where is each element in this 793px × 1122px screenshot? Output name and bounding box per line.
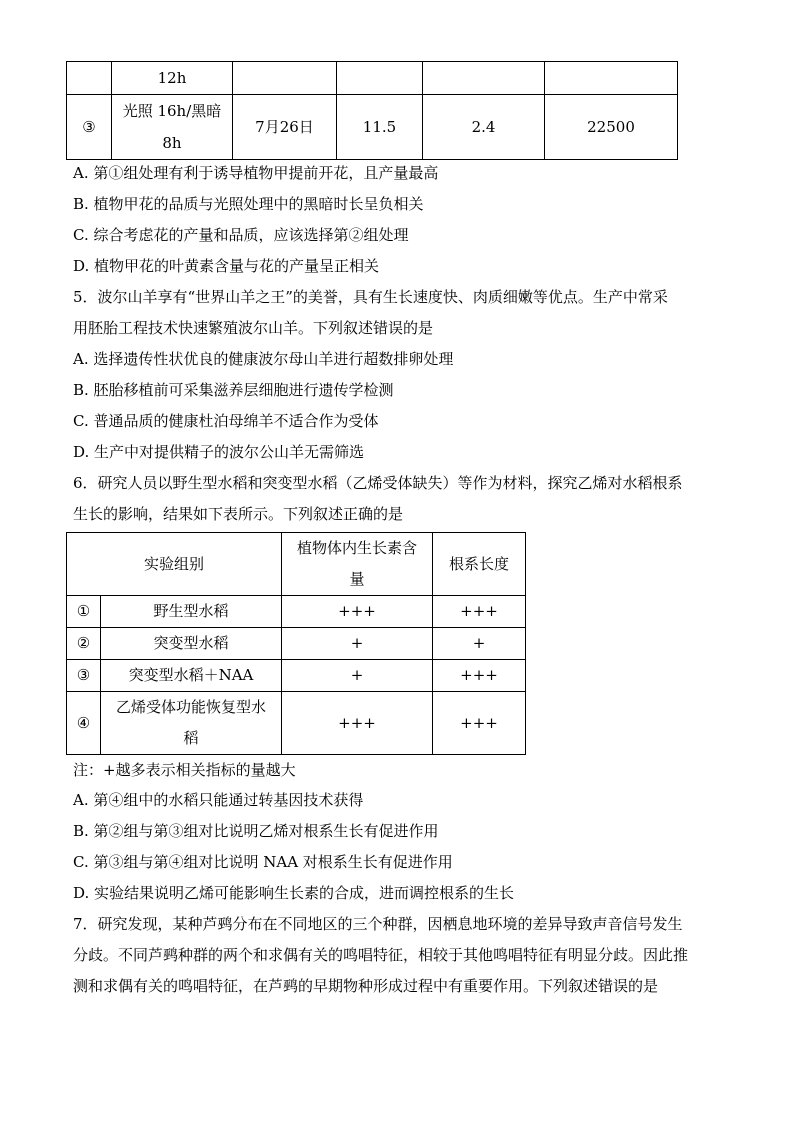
header-auxin: 植物体内生长素含 量 — [282, 533, 433, 596]
table-row — [67, 62, 678, 95]
row-auxin: +++ — [282, 692, 433, 755]
row-index: ④ — [67, 692, 101, 755]
row-auxin: + — [282, 628, 433, 660]
table-cell — [545, 62, 678, 95]
q5-option-d: D. 生产中对提供精子的波尔公山羊无需筛选 — [73, 443, 365, 461]
table-cell — [423, 62, 545, 95]
q5-option-a: A. 选择遗传性状优良的健康波尔母山羊进行超数排卵处理 — [73, 350, 454, 368]
table-cell: 2.4 — [423, 95, 545, 160]
q5-stem: 5．波尔山羊享有“世界山羊之王”的美誉，具有生长速度快、肉质细嫩等优点。生产中常采 用胚胎工程技术快速繁殖波尔山羊。下列叙述错误的是 — [73, 288, 668, 337]
q4-option-c: C. 综合考虑花的产量和品质，应该选择第②组处理 — [73, 226, 409, 244]
row-auxin: +++ — [282, 596, 433, 628]
table-row — [67, 596, 526, 628]
q5-option-c: C. 普通品质的健康杜泊母绵羊不适合作为受体 — [73, 412, 379, 430]
row-root: +++ — [433, 692, 526, 755]
row-index: ① — [67, 596, 101, 628]
row-name: 乙烯受体功能恢复型水 稻 — [101, 692, 282, 755]
treatment-table — [66, 61, 678, 160]
table-cell: 11.5 — [337, 95, 423, 160]
table-cell — [337, 62, 423, 95]
table-cell: 12h — [112, 62, 233, 95]
row-index: ③ — [67, 660, 101, 692]
q6-option-c: C. 第③组与第④组对比说明 NAA 对根系生长有促进作用 — [73, 853, 453, 871]
q7-stem: 7．研究发现，某种芦鹀分布在不同地区的三个种群，因栖息地环境的差异导致声音信号发生 分歧。不同芦鹀种群的两个和求偶有关的鸣唱特征，相较于其他鸣唱特征有明显分歧。因此推 测和求偶有关的鸣唱特征，在芦鹀的早期物种形成过程中有重要作用。下列叙述错误的是 — [73, 915, 689, 995]
table-cell: 22500 — [545, 95, 678, 160]
table-cell-date: 7月26日 — [233, 95, 337, 160]
q6-option-d: D. 实验结果说明乙烯可能影响生长素的合成，进而调控根系的生长 — [73, 884, 515, 902]
table-cell-treatment: 光照 16h/黑暗 8h — [112, 95, 233, 160]
row-index: ② — [67, 628, 101, 660]
table-cell — [233, 62, 337, 95]
q6-option-b: B. 第②组与第③组对比说明乙烯对根系生长有促进作用 — [73, 822, 439, 840]
q4-option-b: B. 植物甲花的品质与光照处理中的黑暗时长呈负相关 — [73, 195, 424, 213]
header-group: 实验组别 — [67, 533, 282, 596]
table-cell-index: ③ — [67, 95, 112, 160]
row-root: + — [433, 628, 526, 660]
q6-stem: 6．研究人员以野生型水稻和突变型水稻（乙烯受体缺失）等作为材料，探究乙烯对水稻根系 生长的影响，结果如下表所示。下列叙述正确的是 — [73, 474, 683, 523]
table-header-row — [67, 533, 526, 596]
row-root: +++ — [433, 660, 526, 692]
table-row — [67, 660, 526, 692]
table-row — [67, 628, 526, 660]
row-auxin: + — [282, 660, 433, 692]
table-row — [67, 95, 678, 160]
row-name: 突变型水稻 — [101, 628, 282, 660]
row-root: +++ — [433, 596, 526, 628]
header-root: 根系长度 — [433, 533, 526, 596]
q6-option-a: A. 第④组中的水稻只能通过转基因技术获得 — [73, 791, 364, 809]
q4-option-a: A. 第①组处理有利于诱导植物甲提前开花，且产量最高 — [73, 164, 439, 182]
row-name: 野生型水稻 — [101, 596, 282, 628]
q6-note: 注：+越多表示相关指标的量越大 — [73, 761, 296, 779]
q4-option-d: D. 植物甲花的叶黄素含量与花的产量呈正相关 — [73, 257, 380, 275]
q5-option-b: B. 胚胎移植前可采集滋养层细胞进行遗传学检测 — [73, 381, 394, 399]
row-name: 突变型水稻＋NAA — [101, 660, 282, 692]
experiment-table — [66, 532, 526, 755]
table-row — [67, 692, 526, 755]
table-cell — [67, 62, 112, 95]
